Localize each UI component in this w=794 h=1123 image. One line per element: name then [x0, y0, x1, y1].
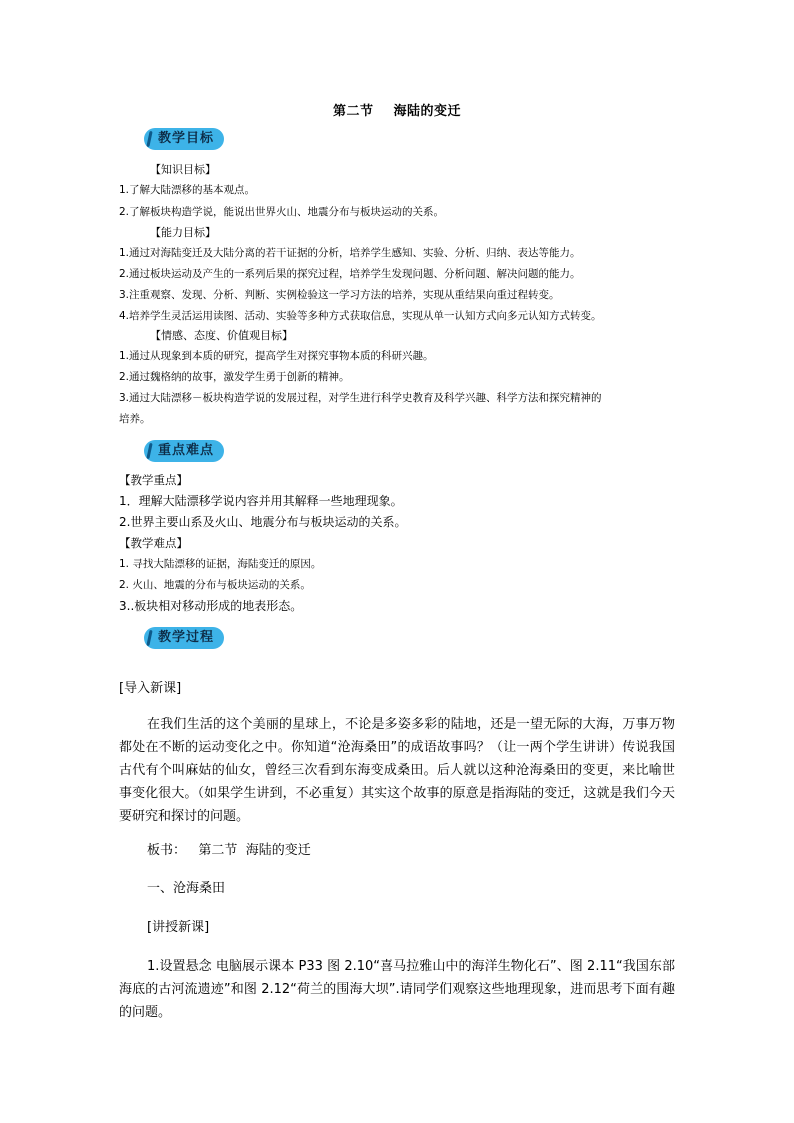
difficult-item: 2. 火山、地震的分布与板块运动的关系。 [119, 579, 311, 591]
board-title: 海陆的变迁 [245, 843, 311, 858]
process-badge: 教学过程 [144, 627, 224, 649]
objectives-badge: 教学目标 [144, 128, 224, 150]
title-name: 海陆的变迁 [393, 104, 462, 119]
lecture-label: [讲授新课] [147, 920, 210, 935]
point-one-paragraph: 1.设置悬念 电脑展示课本 P33 图 2.10“喜马拉雅山中的海洋生物化石”、图 2.11“我国东部海底的古河流遗迹”和图 2.12“荷兰的围海大坝”.请同学们观察这些地理现象，进而思考下面有趣的问题。 [119, 959, 675, 1020]
difficult-heading: 【教学难点】 [119, 536, 188, 550]
title-section: 第二节 [332, 104, 374, 119]
ability-heading: 【能力目标】 [150, 226, 216, 239]
emotion-item: 1.通过从现象到本质的研究，提高学生对探究事物本质的科研兴趣。 [119, 350, 434, 362]
emotion-item: 2.通过魏格纳的故事，激发学生勇于创新的精神。 [119, 371, 350, 383]
ability-item: 2.通过板块运动及产生的一系列后果的探究过程，培养学生发现问题、分析问题、解决问题的能力。 [119, 268, 581, 280]
board-label: 板书： [147, 843, 187, 858]
key-heading: 【教学重点】 [119, 473, 188, 487]
page-title [0, 100, 794, 119]
section-one-heading: 一、沧海桑田 [147, 881, 226, 896]
keypoints-badge: 重点难点 [144, 440, 224, 462]
emotion-item: 3.通过大陆漂移－板块构造学说的发展过程，对学生进行科学史教育及科学兴趣、科学方法和探究精神的 [119, 392, 602, 404]
ability-item: 1.通过对海陆变迁及大陆分离的若干证据的分析，培养学生感知、实验、分析、归纳、表达等能力。 [119, 247, 581, 259]
difficult-item: 1. 寻找大陆漂移的证据，海陆变迁的原因。 [119, 558, 322, 570]
ability-item: 4.培养学生灵活运用读图、活动、实验等多种方式获取信息，实现从单一认知方式向多元认知方式转变。 [119, 310, 602, 322]
intro-paragraph: 在我们生活的这个美丽的星球上，不论是多姿多彩的陆地，还是一望无际的大海，万事万物都处在不断的运动变化之中。你知道“沧海桑田”的成语故事吗？（让一两个学生讲讲）传说我国古代有个叫麻姑的仙女，曾经三次看到东海变成桑田。后人就以这种沧海桑田的变更，来比喻世事变化很大。（如果学生讲到，不必重复）其实这个故事的原意是指海陆的变迁，这就是我们今天要研究和探讨的问题。 [119, 717, 675, 824]
intro-label: [导入新课] [119, 681, 182, 696]
key-item: 2.世界主要山系及火山、地震分布与板块运动的关系。 [119, 515, 407, 529]
knowledge-item: 2.了解板块构造学说，能说出世界火山、地震分布与板块运动的关系。 [119, 206, 445, 218]
board-line [147, 839, 667, 862]
knowledge-heading: 【知识目标】 [150, 163, 216, 176]
emotion-heading: 【情感、态度、价值观目标】 [150, 329, 293, 342]
ability-item: 3.注重观察、发现、分析、判断、实例检验这一学习方法的培养，实现从重结果向重过程转变。 [119, 289, 560, 301]
board-section: 第二节 [198, 843, 238, 858]
emotion-item: 培养。 [119, 413, 151, 425]
key-item: 1．理解大陆漂移学说内容并用其解释一些地理现象。 [119, 494, 403, 508]
knowledge-item: 1.了解大陆漂移的基本观点。 [119, 184, 256, 196]
difficult-item: 3..板块相对移动形成的地表形态。 [119, 599, 303, 613]
